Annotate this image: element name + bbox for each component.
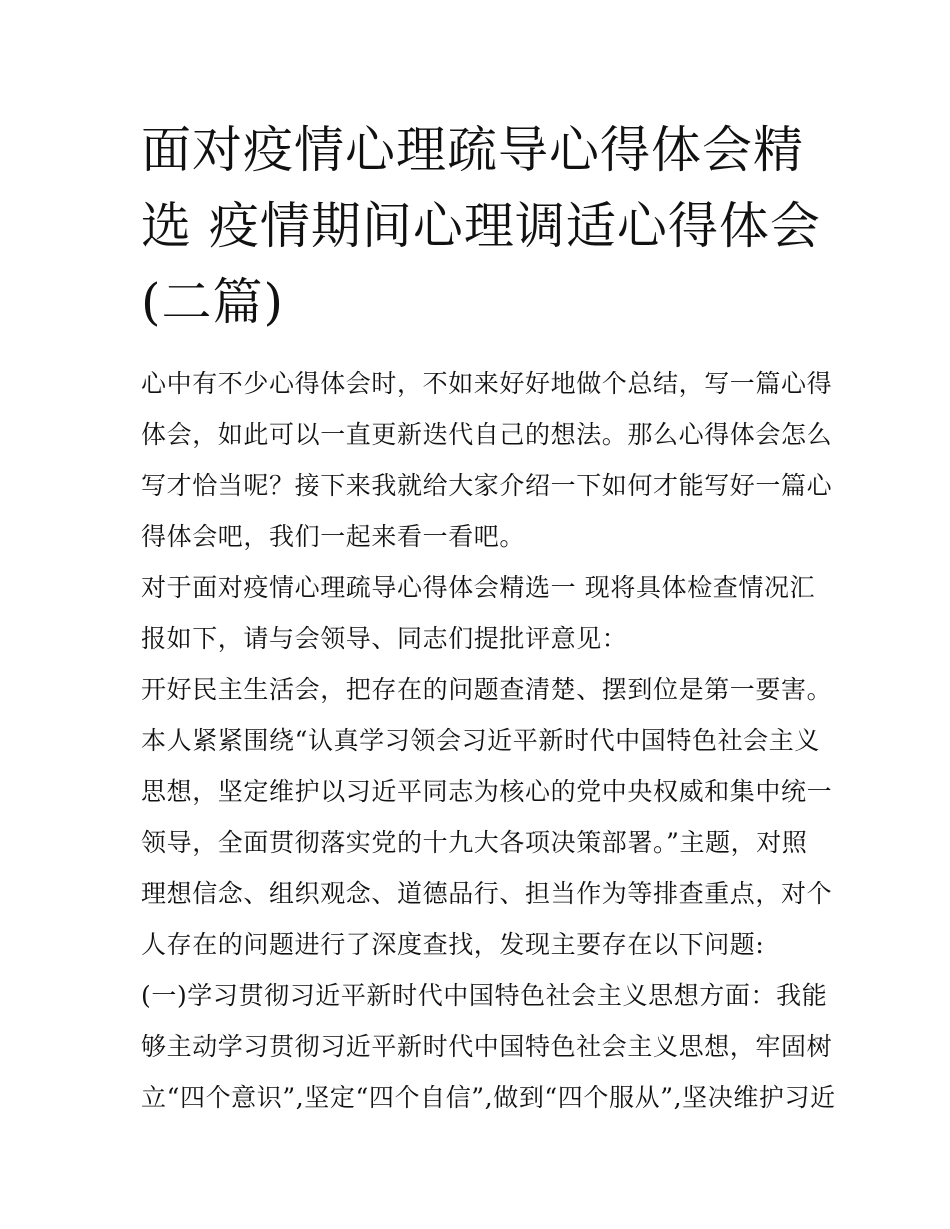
body-line-6: 报如下，请与会领导、同志们提批评意见： (141, 624, 628, 653)
body-line-2: 体会，如此可以一直更新迭代自己的想法。那么心得体会怎么 (141, 420, 833, 449)
body-line-9: 思想，坚定维护以习近平同志为核心的党中央权威和集中统一 (141, 777, 833, 806)
body-line-15: 立“四个意识”,坚定“四个自信”,做到“四个服从”,坚决维护习近 (141, 1083, 836, 1112)
body-line-3: 写才恰当呢？接下来我就给大家介绍一下如何才能写好一篇心 (141, 471, 833, 500)
body-line-10: 领导，全面贯彻落实党的十九大各项决策部署。”主题，对照 (141, 828, 808, 857)
body-line-13: (一)学习贯彻习近平新时代中国特色社会主义思想方面：我能 (141, 981, 828, 1010)
body-line-12: 人存在的问题进行了深度查找，发现主要存在以下问题: (141, 930, 765, 959)
body-line-8: 本人紧紧围绕“认真学习领会习近平新时代中国特色社会主义 (141, 726, 820, 755)
body-line-1: 心中有不少心得体会时，不如来好好地做个总结，写一篇心得 (141, 369, 833, 398)
title-line-1: 面对疫情心理疏导心得体会精 (141, 121, 804, 179)
document-title (141, 112, 821, 340)
body-line-7: 开好民主生活会，把存在的问题查清楚、摆到位是第一要害。 (141, 675, 833, 704)
body-line-14: 够主动学习贯彻习近平新时代中国特色社会主义思想，牢固树 (141, 1032, 833, 1061)
body-line-4: 得体会吧，我们一起来看一看吧。 (141, 522, 526, 551)
document-body (141, 358, 836, 1123)
title-line-3: (二篇) (141, 273, 285, 331)
title-line-2: 选 疫情期间心理调适心得体会 (141, 197, 821, 255)
body-line-5: 对于面对疫情心理疏导心得体会精选一 现将具体检查情况汇 (141, 573, 816, 602)
body-line-11: 理想信念、组织观念、道德品行、担当作为等排查重点，对个 (141, 879, 833, 908)
